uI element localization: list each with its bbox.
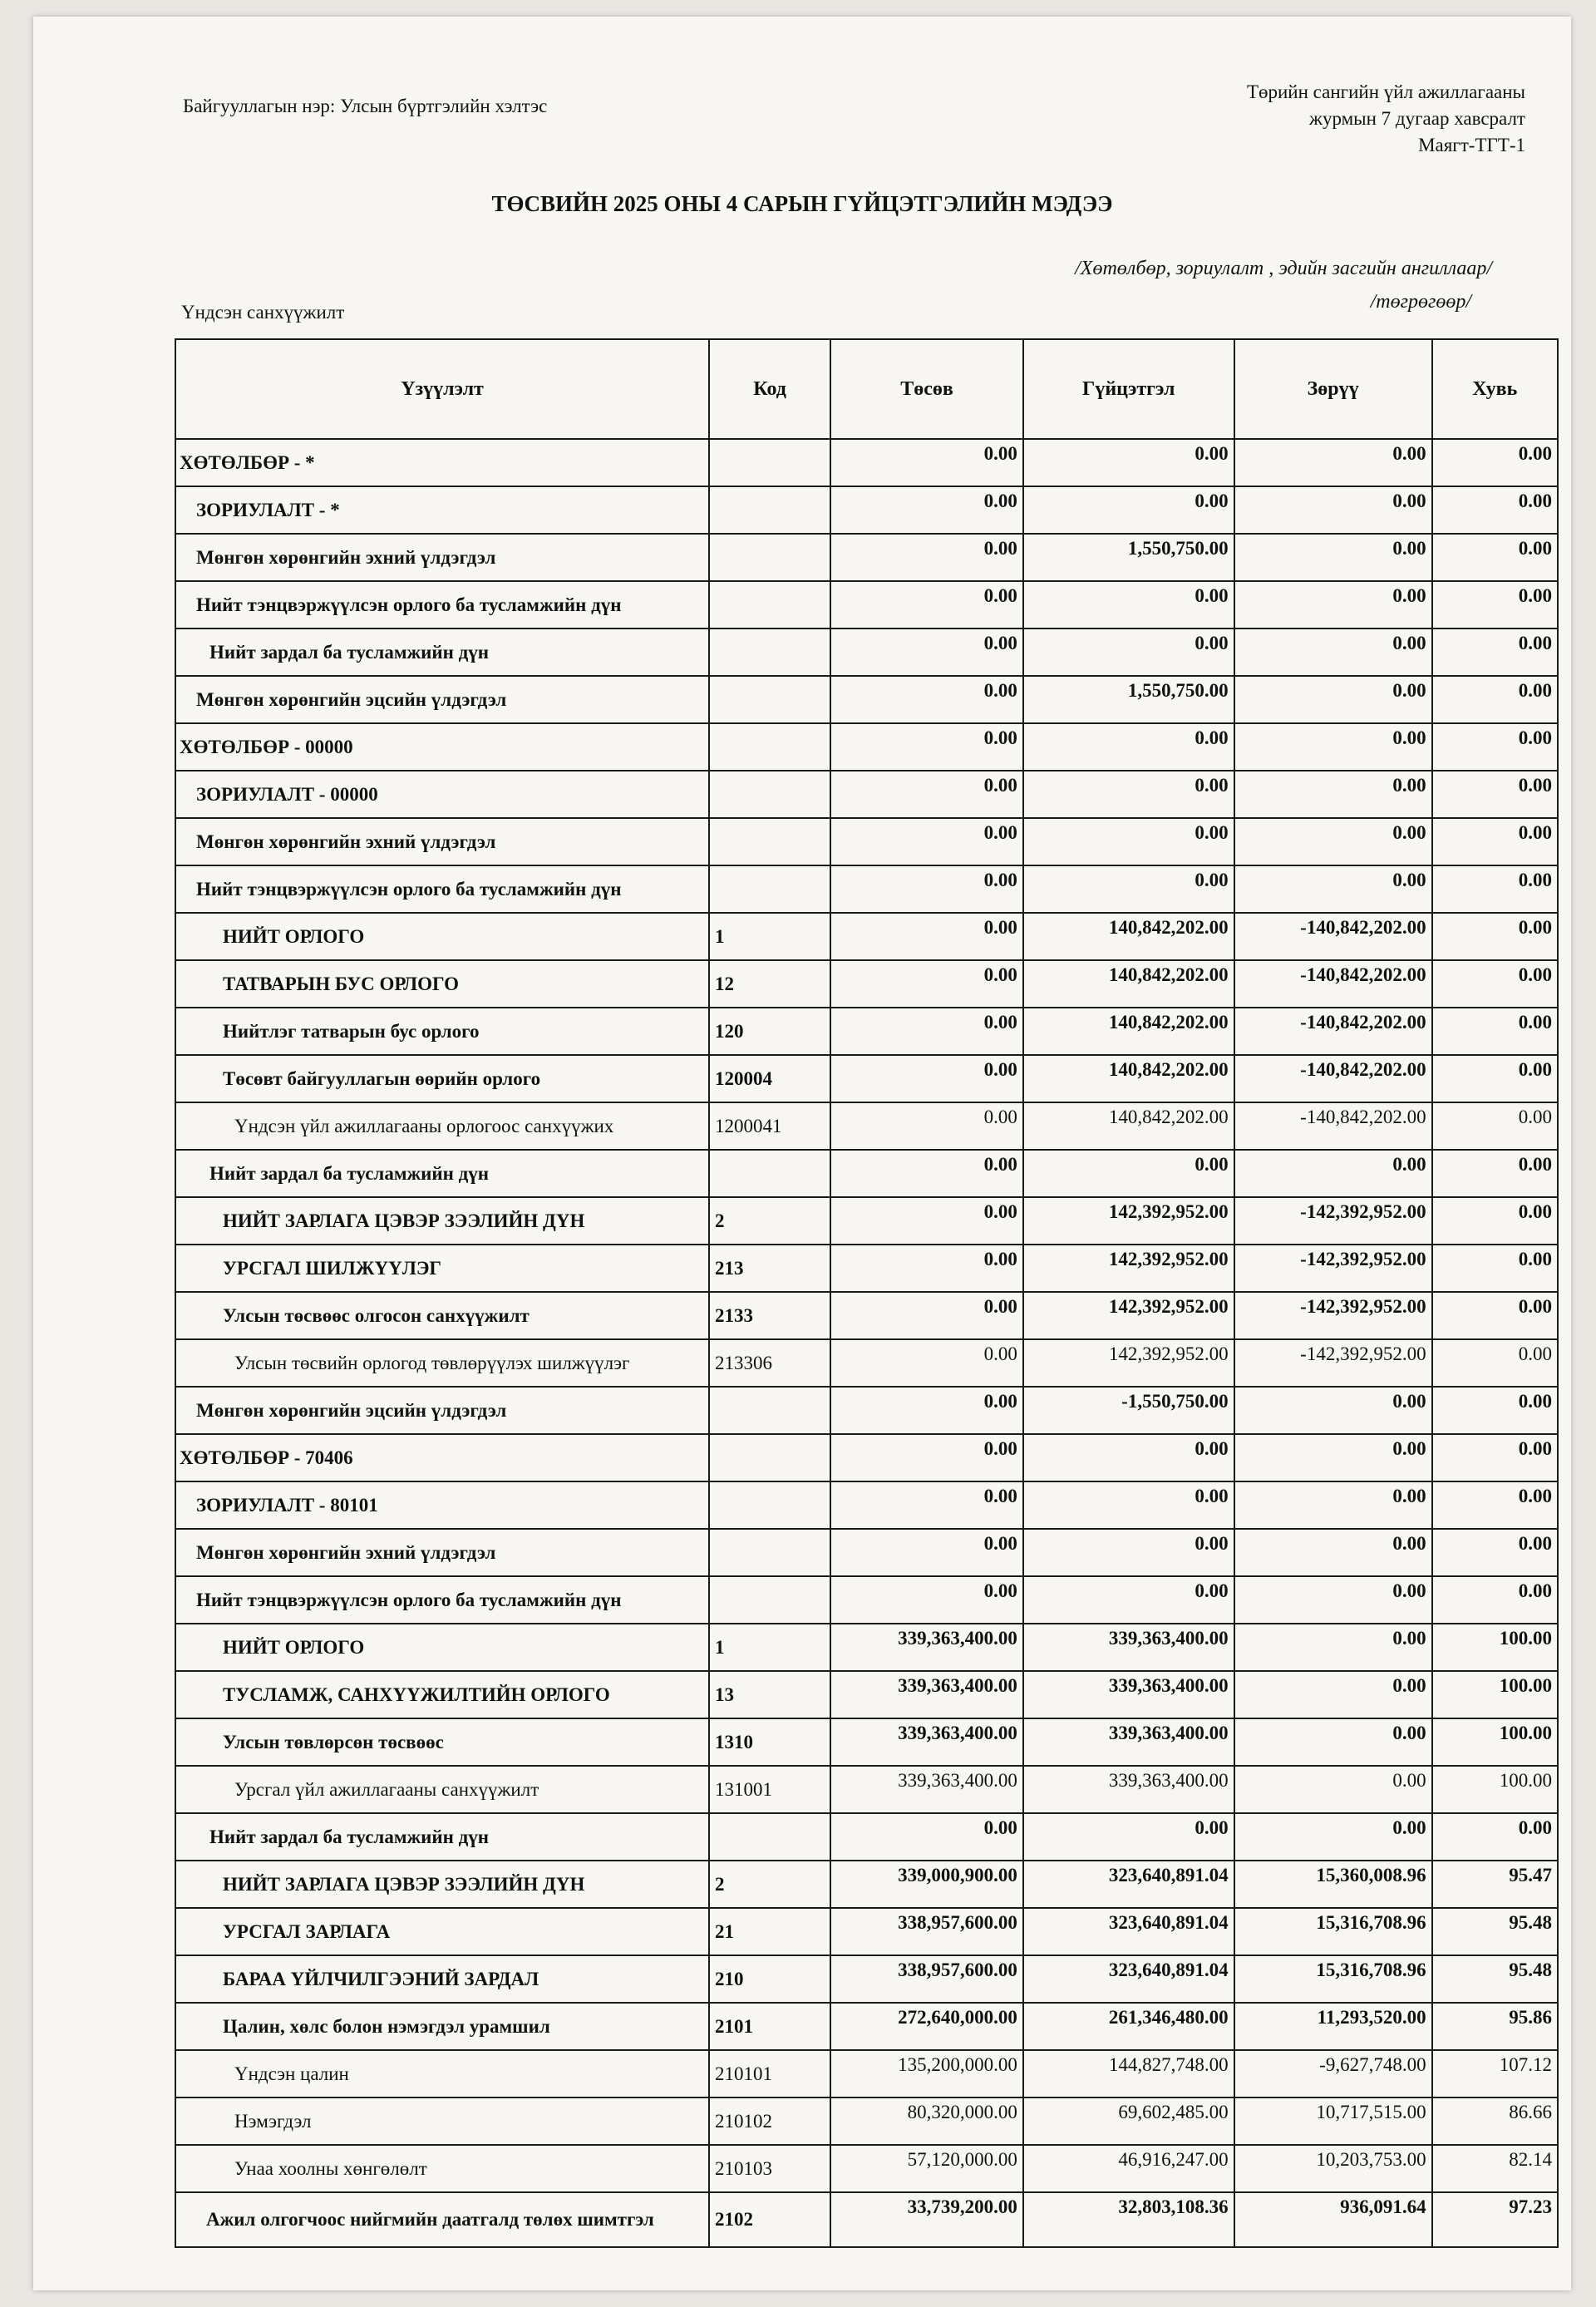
row-performance: 0.00 bbox=[1023, 1434, 1234, 1481]
row-code bbox=[709, 1813, 830, 1861]
row-budget: 0.00 bbox=[830, 1576, 1023, 1624]
row-performance: 142,392,952.00 bbox=[1023, 1339, 1234, 1387]
row-indicator: Нийт зардал ба тусламжийн дүн bbox=[175, 1813, 709, 1861]
row-performance: 140,842,202.00 bbox=[1023, 1008, 1234, 1055]
row-code bbox=[709, 486, 830, 534]
row-indicator: НИЙТ ЗАРЛАГА ЦЭВЭР ЗЭЭЛИЙН ДҮН bbox=[175, 1861, 709, 1908]
row-budget: 0.00 bbox=[830, 1339, 1023, 1387]
row-indicator: УРСГАЛ ЗАРЛАГА bbox=[175, 1908, 709, 1955]
row-code bbox=[709, 1576, 830, 1624]
table-row bbox=[175, 2192, 1558, 2247]
row-percent: 0.00 bbox=[1432, 1434, 1558, 1481]
table-body bbox=[175, 439, 1558, 2247]
row-code bbox=[709, 1434, 830, 1481]
table-row bbox=[175, 1861, 1558, 1908]
table-row bbox=[175, 2145, 1558, 2192]
row-indicator: Төсөвт байгууллагын өөрийн орлого bbox=[175, 1055, 709, 1102]
row-indicator: Нийт зардал ба тусламжийн дүн bbox=[175, 1150, 709, 1197]
row-difference: -140,842,202.00 bbox=[1234, 913, 1432, 960]
row-performance: 1,550,750.00 bbox=[1023, 534, 1234, 581]
row-percent: 100.00 bbox=[1432, 1718, 1558, 1766]
table-row bbox=[175, 534, 1558, 581]
row-difference: 15,360,008.96 bbox=[1234, 1861, 1432, 1908]
row-budget: 0.00 bbox=[830, 723, 1023, 771]
row-indicator: ТАТВАРЫН БУС ОРЛОГО bbox=[175, 960, 709, 1008]
row-difference: 15,316,708.96 bbox=[1234, 1955, 1432, 2003]
row-code bbox=[709, 534, 830, 581]
row-performance: 0.00 bbox=[1023, 1813, 1234, 1861]
row-difference: -142,392,952.00 bbox=[1234, 1197, 1432, 1245]
row-budget: 0.00 bbox=[830, 1197, 1023, 1245]
legal-line: Төрийн сангийн үйл ажиллагааны bbox=[1246, 81, 1525, 102]
row-performance: 32,803,108.36 bbox=[1023, 2192, 1234, 2247]
table-row bbox=[175, 1624, 1558, 1671]
row-budget: 0.00 bbox=[830, 676, 1023, 723]
table-row bbox=[175, 1102, 1558, 1150]
row-budget: 338,957,600.00 bbox=[830, 1908, 1023, 1955]
row-percent: 97.23 bbox=[1432, 2192, 1558, 2247]
row-percent: 0.00 bbox=[1432, 1481, 1558, 1529]
row-percent: 0.00 bbox=[1432, 913, 1558, 960]
row-performance: 0.00 bbox=[1023, 1576, 1234, 1624]
row-difference: 10,203,753.00 bbox=[1234, 2145, 1432, 2192]
row-difference: 0.00 bbox=[1234, 1387, 1432, 1434]
currency-unit: /төгрөгөөр/ bbox=[1370, 291, 1471, 313]
row-code bbox=[709, 818, 830, 865]
row-indicator: ЗОРИУЛАЛТ - 80101 bbox=[175, 1481, 709, 1529]
row-percent: 0.00 bbox=[1432, 534, 1558, 581]
form-code: Маягт-ТГТ-1 bbox=[1418, 135, 1525, 155]
row-difference: -140,842,202.00 bbox=[1234, 960, 1432, 1008]
table-row bbox=[175, 723, 1558, 771]
row-performance: 323,640,891.04 bbox=[1023, 1861, 1234, 1908]
row-code bbox=[709, 581, 830, 629]
row-budget: 339,363,400.00 bbox=[830, 1671, 1023, 1718]
table-row bbox=[175, 1434, 1558, 1481]
row-budget: 0.00 bbox=[830, 1245, 1023, 1292]
row-performance: 142,392,952.00 bbox=[1023, 1245, 1234, 1292]
table-row bbox=[175, 960, 1558, 1008]
row-difference: 0.00 bbox=[1234, 1813, 1432, 1861]
row-code: 210103 bbox=[709, 2145, 830, 2192]
row-code bbox=[709, 676, 830, 723]
row-performance: 0.00 bbox=[1023, 1150, 1234, 1197]
table-row bbox=[175, 1481, 1558, 1529]
row-percent: 0.00 bbox=[1432, 629, 1558, 676]
row-percent: 0.00 bbox=[1432, 960, 1558, 1008]
row-indicator: Мөнгөн хөрөнгийн эцсийн үлдэгдэл bbox=[175, 1387, 709, 1434]
row-indicator: Мөнгөн хөрөнгийн эхний үлдэгдэл bbox=[175, 534, 709, 581]
table-row bbox=[175, 1008, 1558, 1055]
row-difference: 15,316,708.96 bbox=[1234, 1908, 1432, 1955]
row-percent: 100.00 bbox=[1432, 1671, 1558, 1718]
row-difference: -142,392,952.00 bbox=[1234, 1339, 1432, 1387]
row-budget: 0.00 bbox=[830, 1008, 1023, 1055]
row-percent: 0.00 bbox=[1432, 439, 1558, 486]
row-percent: 0.00 bbox=[1432, 1055, 1558, 1102]
row-budget: 0.00 bbox=[830, 913, 1023, 960]
table-row bbox=[175, 1339, 1558, 1387]
row-code: 213306 bbox=[709, 1339, 830, 1387]
row-code bbox=[709, 1387, 830, 1434]
row-indicator: Нийт тэнцвэржүүлсэн орлого ба тусламжийн дүн bbox=[175, 581, 709, 629]
table-row bbox=[175, 1671, 1558, 1718]
row-indicator: Ажил олгогчоос нийгмийн даатгалд төлөх шимтгэл bbox=[175, 2192, 709, 2247]
row-percent: 100.00 bbox=[1432, 1766, 1558, 1813]
row-code: 120004 bbox=[709, 1055, 830, 1102]
table-row bbox=[175, 1055, 1558, 1102]
row-performance: 0.00 bbox=[1023, 818, 1234, 865]
row-indicator: ТУСЛАМЖ, САНХҮҮЖИЛТИЙН ОРЛОГО bbox=[175, 1671, 709, 1718]
row-performance: 142,392,952.00 bbox=[1023, 1292, 1234, 1339]
row-code: 210102 bbox=[709, 2097, 830, 2145]
row-code: 1200041 bbox=[709, 1102, 830, 1150]
row-performance: 0.00 bbox=[1023, 1481, 1234, 1529]
row-difference: -142,392,952.00 bbox=[1234, 1292, 1432, 1339]
row-difference: 0.00 bbox=[1234, 1624, 1432, 1671]
row-difference: 936,091.64 bbox=[1234, 2192, 1432, 2247]
row-difference: 0.00 bbox=[1234, 534, 1432, 581]
row-percent: 95.47 bbox=[1432, 1861, 1558, 1908]
row-percent: 0.00 bbox=[1432, 818, 1558, 865]
table-row bbox=[175, 1387, 1558, 1434]
row-performance: 140,842,202.00 bbox=[1023, 1055, 1234, 1102]
row-budget: 0.00 bbox=[830, 486, 1023, 534]
row-indicator: Нийтлэг татварын бус орлого bbox=[175, 1008, 709, 1055]
row-performance: 0.00 bbox=[1023, 723, 1234, 771]
column-header-indicator: Үзүүлэлт bbox=[175, 339, 709, 439]
row-indicator: Улсын төсвөөс олгосон санхүүжилт bbox=[175, 1292, 709, 1339]
table-row bbox=[175, 486, 1558, 534]
row-code: 213 bbox=[709, 1245, 830, 1292]
row-percent: 95.48 bbox=[1432, 1908, 1558, 1955]
row-percent: 0.00 bbox=[1432, 581, 1558, 629]
row-code bbox=[709, 1150, 830, 1197]
row-budget: 57,120,000.00 bbox=[830, 2145, 1023, 2192]
row-code bbox=[709, 865, 830, 913]
row-difference: -140,842,202.00 bbox=[1234, 1008, 1432, 1055]
row-performance: 323,640,891.04 bbox=[1023, 1908, 1234, 1955]
row-difference: 0.00 bbox=[1234, 865, 1432, 913]
row-percent: 82.14 bbox=[1432, 2145, 1558, 2192]
row-indicator: Улсын төвлөрсөн төсвөөс bbox=[175, 1718, 709, 1766]
row-budget: 0.00 bbox=[830, 1292, 1023, 1339]
row-percent: 100.00 bbox=[1432, 1624, 1558, 1671]
row-code: 131001 bbox=[709, 1766, 830, 1813]
row-difference: 0.00 bbox=[1234, 1766, 1432, 1813]
row-budget: 135,200,000.00 bbox=[830, 2050, 1023, 2097]
row-difference: 0.00 bbox=[1234, 1576, 1432, 1624]
row-code: 1 bbox=[709, 913, 830, 960]
row-performance: -1,550,750.00 bbox=[1023, 1387, 1234, 1434]
row-performance: 339,363,400.00 bbox=[1023, 1766, 1234, 1813]
row-budget: 0.00 bbox=[830, 1150, 1023, 1197]
row-indicator: Нийт зардал ба тусламжийн дүн bbox=[175, 629, 709, 676]
row-code: 2133 bbox=[709, 1292, 830, 1339]
row-percent: 0.00 bbox=[1432, 723, 1558, 771]
row-performance: 46,916,247.00 bbox=[1023, 2145, 1234, 2192]
row-indicator: Цалин, хөлс болон нэмэгдэл урамшил bbox=[175, 2003, 709, 2050]
row-difference: 0.00 bbox=[1234, 629, 1432, 676]
table-row bbox=[175, 581, 1558, 629]
row-percent: 0.00 bbox=[1432, 1529, 1558, 1576]
row-difference: 11,293,520.00 bbox=[1234, 2003, 1432, 2050]
column-header-difference: Зөрүү bbox=[1234, 339, 1432, 439]
row-indicator: Унаа хоолны хөнгөлөлт bbox=[175, 2145, 709, 2192]
row-code: 120 bbox=[709, 1008, 830, 1055]
row-difference: 0.00 bbox=[1234, 1481, 1432, 1529]
row-percent: 95.86 bbox=[1432, 2003, 1558, 2050]
column-header-code: Код bbox=[709, 339, 830, 439]
row-indicator: Мөнгөн хөрөнгийн эцсийн үлдэгдэл bbox=[175, 676, 709, 723]
table-row bbox=[175, 439, 1558, 486]
organization-name: Байгууллагын нэр: Улсын бүртгэлийн хэлтэс bbox=[183, 96, 548, 116]
row-code: 12 bbox=[709, 960, 830, 1008]
row-indicator: Үндсэн цалин bbox=[175, 2050, 709, 2097]
row-difference: 0.00 bbox=[1234, 486, 1432, 534]
row-difference: 0.00 bbox=[1234, 676, 1432, 723]
row-performance: 140,842,202.00 bbox=[1023, 960, 1234, 1008]
table-row bbox=[175, 2050, 1558, 2097]
row-indicator: ХӨТӨЛБӨР - 70406 bbox=[175, 1434, 709, 1481]
row-percent: 0.00 bbox=[1432, 1008, 1558, 1055]
row-budget: 339,000,900.00 bbox=[830, 1861, 1023, 1908]
row-performance: 0.00 bbox=[1023, 581, 1234, 629]
table-row bbox=[175, 1197, 1558, 1245]
column-header-performance: Гүйцэтгэл bbox=[1023, 339, 1234, 439]
row-budget: 339,363,400.00 bbox=[830, 1766, 1023, 1813]
row-budget: 0.00 bbox=[830, 629, 1023, 676]
row-percent: 107.12 bbox=[1432, 2050, 1558, 2097]
table-row bbox=[175, 1245, 1558, 1292]
row-indicator: БАРАА ҮЙЛЧИЛГЭЭНИЙ ЗАРДАЛ bbox=[175, 1955, 709, 2003]
column-header-percent: Хувь bbox=[1432, 339, 1558, 439]
row-budget: 0.00 bbox=[830, 534, 1023, 581]
row-budget: 0.00 bbox=[830, 865, 1023, 913]
row-performance: 323,640,891.04 bbox=[1023, 1955, 1234, 2003]
row-performance: 0.00 bbox=[1023, 439, 1234, 486]
row-code bbox=[709, 1529, 830, 1576]
table-row bbox=[175, 1908, 1558, 1955]
row-indicator: ХӨТӨЛБӨР - 00000 bbox=[175, 723, 709, 771]
row-code bbox=[709, 723, 830, 771]
row-difference: -140,842,202.00 bbox=[1234, 1102, 1432, 1150]
row-indicator: НИЙТ ЗАРЛАГА ЦЭВЭР ЗЭЭЛИЙН ДҮН bbox=[175, 1197, 709, 1245]
row-difference: -142,392,952.00 bbox=[1234, 1245, 1432, 1292]
row-percent: 95.48 bbox=[1432, 1955, 1558, 2003]
row-difference: 0.00 bbox=[1234, 818, 1432, 865]
row-percent: 0.00 bbox=[1432, 676, 1558, 723]
row-code bbox=[709, 771, 830, 818]
row-percent: 0.00 bbox=[1432, 1197, 1558, 1245]
row-budget: 0.00 bbox=[830, 1434, 1023, 1481]
table-row bbox=[175, 1766, 1558, 1813]
row-percent: 0.00 bbox=[1432, 1387, 1558, 1434]
row-budget: 338,957,600.00 bbox=[830, 1955, 1023, 2003]
row-difference: 0.00 bbox=[1234, 723, 1432, 771]
table-row bbox=[175, 1955, 1558, 2003]
row-difference: 10,717,515.00 bbox=[1234, 2097, 1432, 2145]
legal-line: журмын 7 дугаар хавсралт bbox=[1309, 108, 1525, 129]
table-row bbox=[175, 1718, 1558, 1766]
table-row bbox=[175, 1576, 1558, 1624]
budget-table bbox=[175, 338, 1559, 2248]
row-indicator: Мөнгөн хөрөнгийн эхний үлдэгдэл bbox=[175, 1529, 709, 1576]
row-performance: 261,346,480.00 bbox=[1023, 2003, 1234, 2050]
row-performance: 0.00 bbox=[1023, 629, 1234, 676]
row-indicator: ЗОРИУЛАЛТ - * bbox=[175, 486, 709, 534]
row-percent: 0.00 bbox=[1432, 1150, 1558, 1197]
row-indicator: Нийт тэнцвэржүүлсэн орлого ба тусламжийн дүн bbox=[175, 865, 709, 913]
table-row bbox=[175, 1529, 1558, 1576]
section-label: Үндсэн санхүүжилт bbox=[181, 302, 345, 323]
row-performance: 339,363,400.00 bbox=[1023, 1624, 1234, 1671]
column-header-budget: Төсөв bbox=[830, 339, 1023, 439]
row-performance: 140,842,202.00 bbox=[1023, 1102, 1234, 1150]
row-difference: 0.00 bbox=[1234, 1718, 1432, 1766]
row-difference: 0.00 bbox=[1234, 771, 1432, 818]
table-row bbox=[175, 629, 1558, 676]
row-percent: 86.66 bbox=[1432, 2097, 1558, 2145]
row-code: 2101 bbox=[709, 2003, 830, 2050]
row-budget: 0.00 bbox=[830, 581, 1023, 629]
row-indicator: Урсгал үйл ажиллагааны санхүүжилт bbox=[175, 1766, 709, 1813]
row-code: 210 bbox=[709, 1955, 830, 2003]
table-row bbox=[175, 1813, 1558, 1861]
row-performance: 0.00 bbox=[1023, 486, 1234, 534]
row-budget: 0.00 bbox=[830, 1055, 1023, 1102]
report-title: ТӨСВИЙН 2025 ОНЫ 4 САРЫН ГҮЙЦЭТГЭЛИЙН МЭДЭЭ bbox=[491, 191, 1113, 216]
row-budget: 0.00 bbox=[830, 818, 1023, 865]
row-budget: 0.00 bbox=[830, 1813, 1023, 1861]
row-code: 210101 bbox=[709, 2050, 830, 2097]
table-row bbox=[175, 1292, 1558, 1339]
table-header-row bbox=[175, 339, 1558, 439]
row-indicator: НИЙТ ОРЛОГО bbox=[175, 913, 709, 960]
row-indicator: Нийт тэнцвэржүүлсэн орлого ба тусламжийн дүн bbox=[175, 1576, 709, 1624]
row-performance: 339,363,400.00 bbox=[1023, 1671, 1234, 1718]
row-indicator: НИЙТ ОРЛОГО bbox=[175, 1624, 709, 1671]
row-difference: -140,842,202.00 bbox=[1234, 1055, 1432, 1102]
row-budget: 339,363,400.00 bbox=[830, 1624, 1023, 1671]
row-difference: 0.00 bbox=[1234, 1150, 1432, 1197]
table-row bbox=[175, 2003, 1558, 2050]
row-difference: 0.00 bbox=[1234, 439, 1432, 486]
row-indicator: Улсын төсвийн орлогод төвлөрүүлэх шилжүүлэг bbox=[175, 1339, 709, 1387]
row-performance: 0.00 bbox=[1023, 771, 1234, 818]
row-budget: 0.00 bbox=[830, 1387, 1023, 1434]
row-budget: 33,739,200.00 bbox=[830, 2192, 1023, 2247]
table-row bbox=[175, 818, 1558, 865]
row-code: 2102 bbox=[709, 2192, 830, 2247]
row-difference: 0.00 bbox=[1234, 1671, 1432, 1718]
row-code: 2 bbox=[709, 1861, 830, 1908]
legal-reference bbox=[1247, 79, 1525, 159]
row-difference: 0.00 bbox=[1234, 1529, 1432, 1576]
row-code: 2 bbox=[709, 1197, 830, 1245]
row-code: 21 bbox=[709, 1908, 830, 1955]
row-code: 13 bbox=[709, 1671, 830, 1718]
table-row bbox=[175, 2097, 1558, 2145]
row-indicator: Мөнгөн хөрөнгийн эхний үлдэгдэл bbox=[175, 818, 709, 865]
row-code: 1310 bbox=[709, 1718, 830, 1766]
row-percent: 0.00 bbox=[1432, 865, 1558, 913]
row-percent: 0.00 bbox=[1432, 771, 1558, 818]
row-percent: 0.00 bbox=[1432, 1813, 1558, 1861]
row-performance: 339,363,400.00 bbox=[1023, 1718, 1234, 1766]
row-budget: 0.00 bbox=[830, 1529, 1023, 1576]
row-budget: 0.00 bbox=[830, 439, 1023, 486]
row-difference: -9,627,748.00 bbox=[1234, 2050, 1432, 2097]
row-performance: 142,392,952.00 bbox=[1023, 1197, 1234, 1245]
row-budget: 0.00 bbox=[830, 771, 1023, 818]
row-percent: 0.00 bbox=[1432, 1245, 1558, 1292]
row-performance: 0.00 bbox=[1023, 1529, 1234, 1576]
row-code bbox=[709, 1481, 830, 1529]
row-difference: 0.00 bbox=[1234, 1434, 1432, 1481]
row-budget: 272,640,000.00 bbox=[830, 2003, 1023, 2050]
row-indicator: УРСГАЛ ШИЛЖҮҮЛЭГ bbox=[175, 1245, 709, 1292]
row-indicator: ЗОРИУЛАЛТ - 00000 bbox=[175, 771, 709, 818]
table-row bbox=[175, 1150, 1558, 1197]
table-row bbox=[175, 676, 1558, 723]
row-indicator: Нэмэгдэл bbox=[175, 2097, 709, 2145]
row-performance: 0.00 bbox=[1023, 865, 1234, 913]
row-performance: 69,602,485.00 bbox=[1023, 2097, 1234, 2145]
table-row bbox=[175, 865, 1558, 913]
row-code: 1 bbox=[709, 1624, 830, 1671]
row-budget: 80,320,000.00 bbox=[830, 2097, 1023, 2145]
row-indicator: ХӨТӨЛБӨР - * bbox=[175, 439, 709, 486]
row-performance: 1,550,750.00 bbox=[1023, 676, 1234, 723]
report-sheet bbox=[33, 17, 1571, 2290]
table-row bbox=[175, 913, 1558, 960]
row-code bbox=[709, 629, 830, 676]
row-indicator: Үндсэн үйл ажиллагааны орлогоос санхүүжих bbox=[175, 1102, 709, 1150]
table-row bbox=[175, 771, 1558, 818]
row-percent: 0.00 bbox=[1432, 1339, 1558, 1387]
row-budget: 0.00 bbox=[830, 960, 1023, 1008]
row-performance: 144,827,748.00 bbox=[1023, 2050, 1234, 2097]
row-percent: 0.00 bbox=[1432, 1102, 1558, 1150]
row-budget: 339,363,400.00 bbox=[830, 1718, 1023, 1766]
row-percent: 0.00 bbox=[1432, 486, 1558, 534]
row-difference: 0.00 bbox=[1234, 581, 1432, 629]
row-performance: 140,842,202.00 bbox=[1023, 913, 1234, 960]
row-budget: 0.00 bbox=[830, 1481, 1023, 1529]
row-percent: 0.00 bbox=[1432, 1292, 1558, 1339]
row-percent: 0.00 bbox=[1432, 1576, 1558, 1624]
row-budget: 0.00 bbox=[830, 1102, 1023, 1150]
row-code bbox=[709, 439, 830, 486]
classification-note: /Хөтөлбөр, зориулалт , эдийн засгийн ангиллаар/ bbox=[1075, 258, 1492, 279]
